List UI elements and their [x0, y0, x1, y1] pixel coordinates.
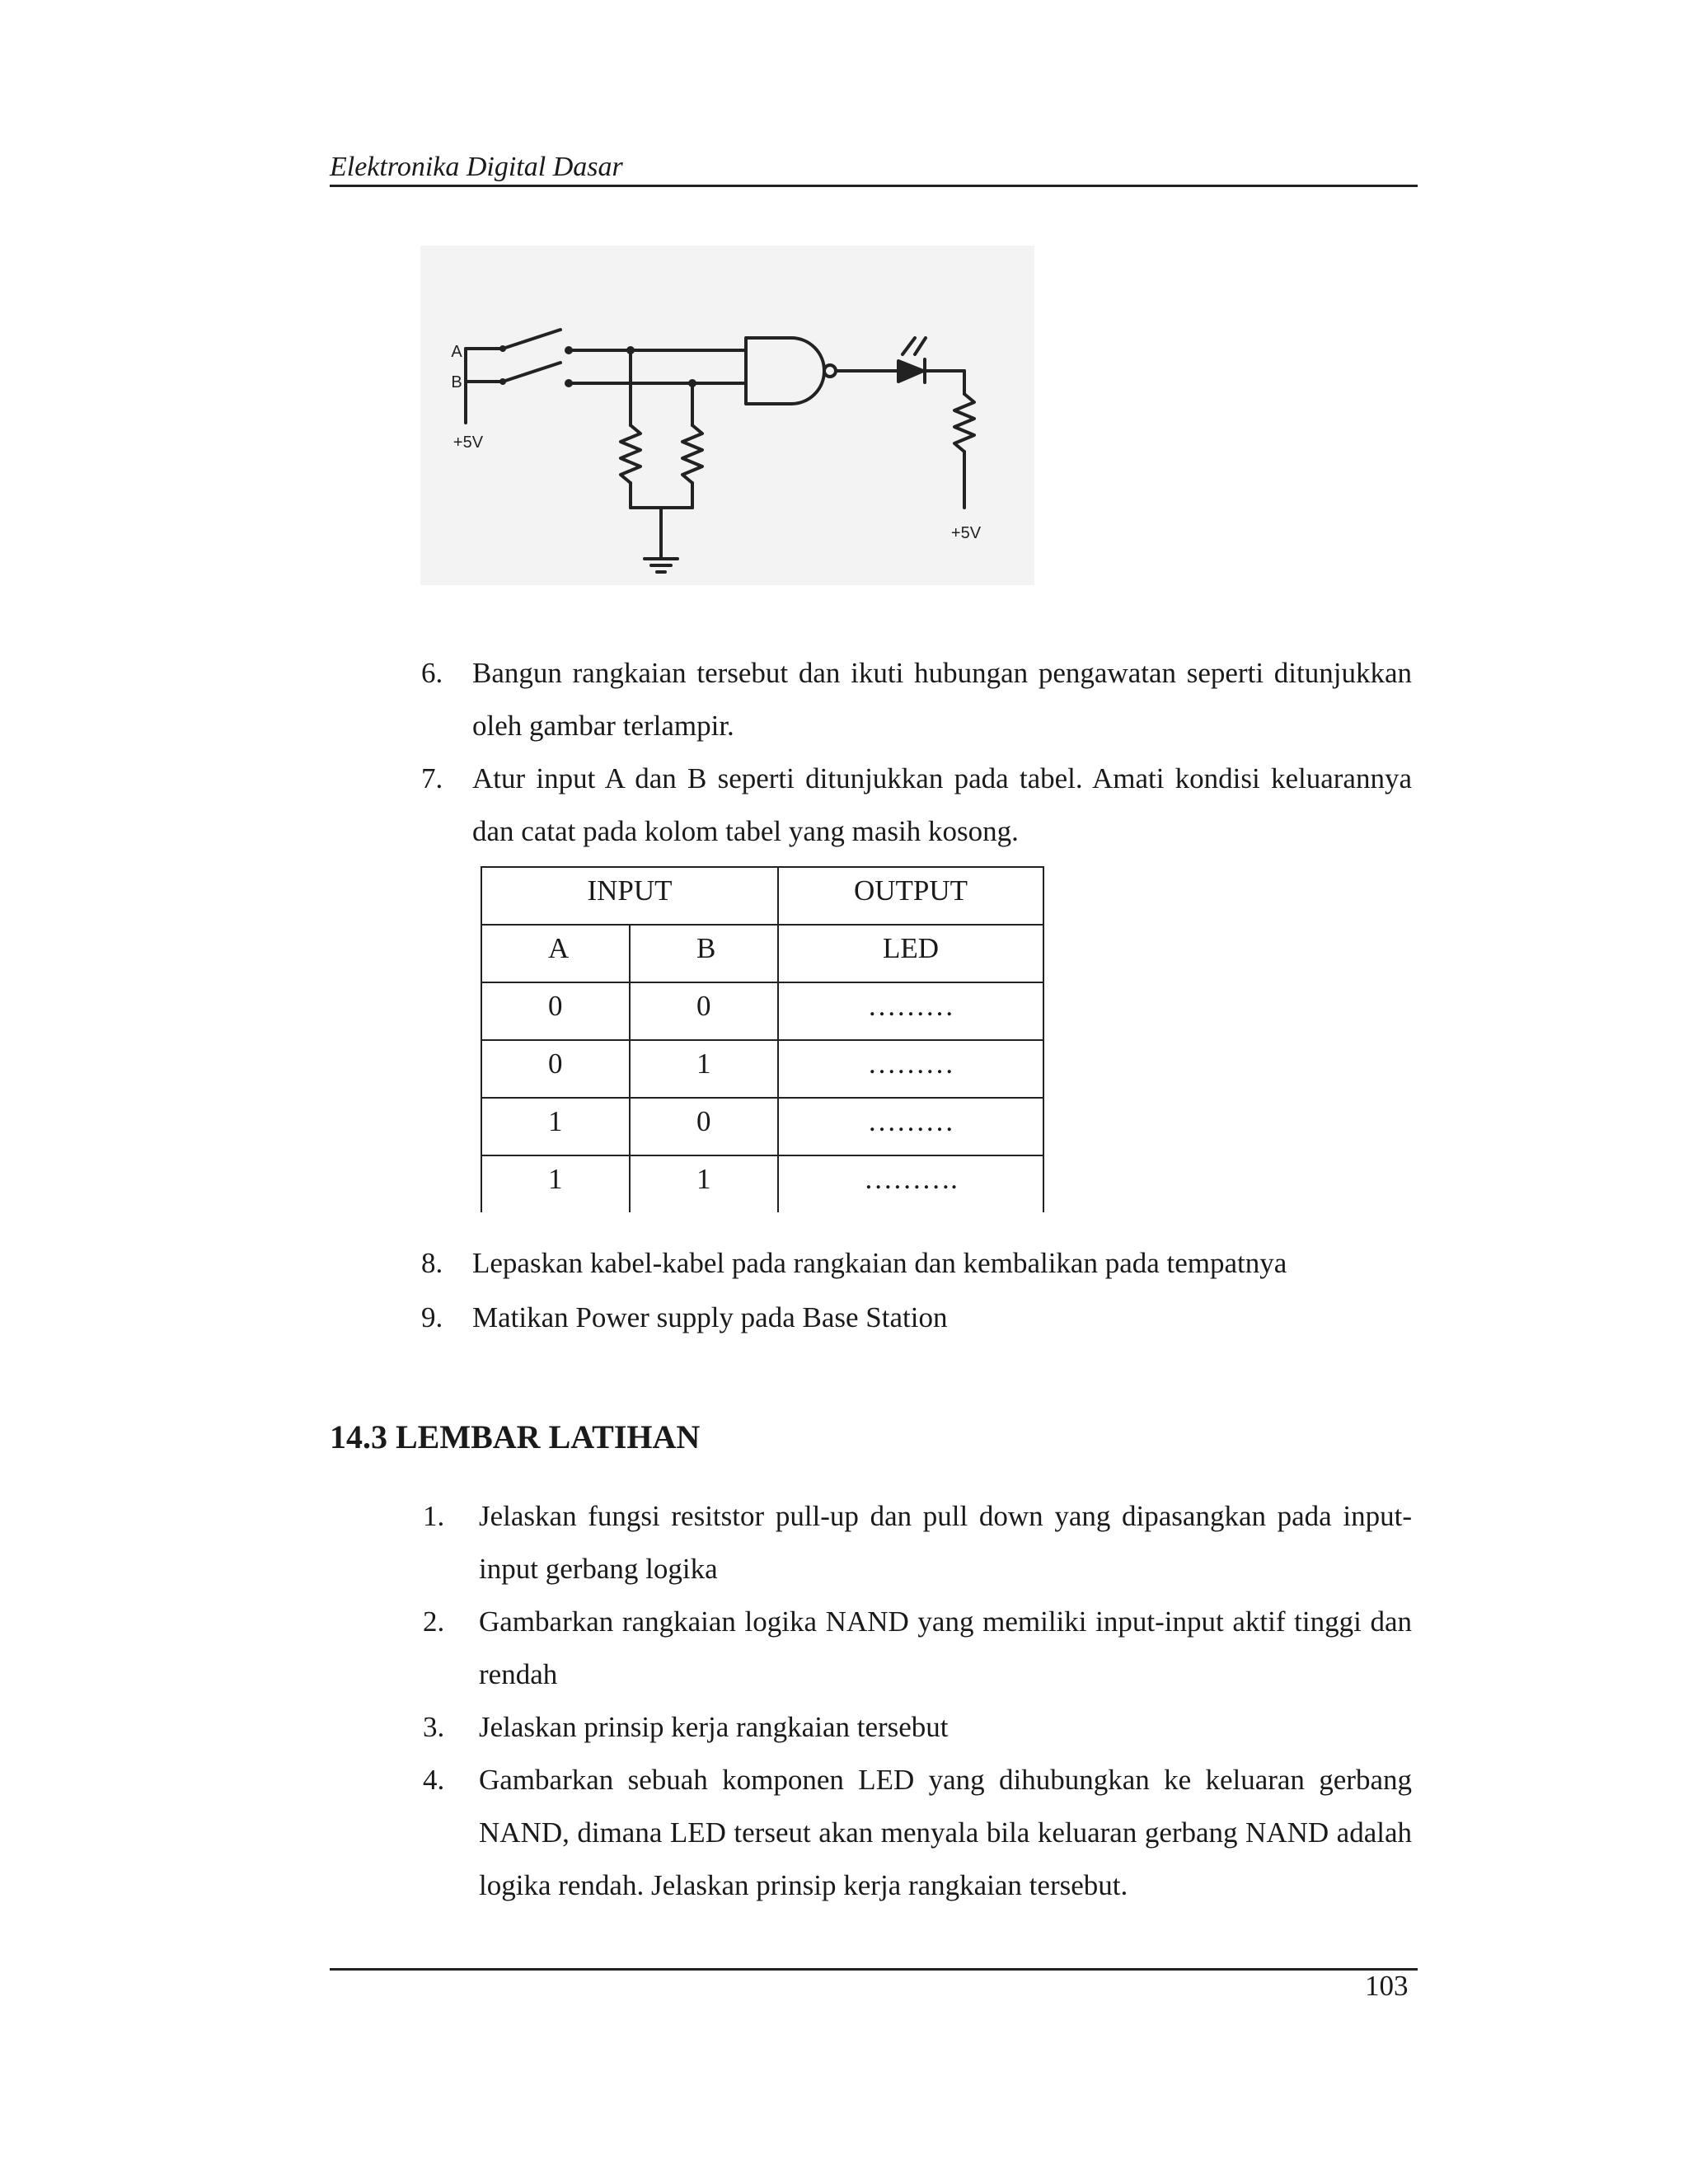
table-row: [481, 982, 1043, 1040]
page-number: 103: [1365, 1970, 1409, 2002]
step-number: 9.: [421, 1301, 443, 1333]
cell-led: ………: [778, 1040, 1043, 1098]
supply-label-right: +5V: [950, 524, 982, 542]
procedure-step: [421, 1236, 1412, 1291]
exercise-number: 3.: [423, 1711, 445, 1743]
step-text: Lepaskan kabel-kabel pada rangkaian dan kembalikan pada tempatnya: [472, 1247, 1287, 1279]
exercise-number: 2.: [423, 1605, 445, 1638]
cell-a: 1: [481, 1098, 630, 1155]
step-number: 7.: [421, 762, 443, 794]
switch-b-blade: [503, 363, 560, 382]
step-text: Atur input A dan B seperti ditunjukkan pada tabel. Amati kondisi keluarannya dan catat pada kolom tabel yang masih kosong.: [472, 762, 1412, 847]
section-heading: 14.3 LEMBAR LATIHAN: [330, 1418, 701, 1455]
exercise-text: Gambarkan sebuah komponen LED yang dihubungkan ke keluaran gerbang NAND, dimana LED terseut akan menyala bila keluaran gerbang NAND adalah logika rendah. Jelaskan prinsip kerja rangkaian tersebut.: [479, 1764, 1412, 1901]
resistor-pulldown-b: [682, 425, 702, 483]
procedure-step: [421, 647, 1412, 752]
exercise-number: 1.: [423, 1500, 445, 1532]
cell-a: 0: [481, 982, 630, 1040]
cell-a: 0: [481, 1040, 630, 1098]
cell-led: ……….: [778, 1155, 1043, 1212]
header-input: INPUT: [481, 867, 778, 925]
exercise-list: [423, 1490, 1412, 1912]
cell-b: 1: [630, 1155, 778, 1212]
circuit-svg: [420, 246, 1034, 585]
nand-gate-bubble: [824, 365, 836, 377]
running-header: Elektronika Digital Dasar: [330, 152, 623, 182]
step-number: 6.: [421, 657, 443, 689]
led-arrow-2: [915, 338, 926, 354]
table-row: [481, 1098, 1043, 1155]
step-text: Bangun rangkaian tersebut dan ikuti hubungan pengawatan seperti ditunjukkan oleh gambar terlampir.: [472, 657, 1412, 742]
header-rule: [330, 185, 1418, 187]
column-a-header: A: [481, 925, 630, 982]
table-row: [481, 1040, 1043, 1098]
junction-b: [688, 379, 696, 387]
column-b-header: B: [630, 925, 778, 982]
procedure-step: [421, 1291, 1412, 1345]
exercise-item: [423, 1490, 1412, 1596]
procedure-list-a: [421, 647, 1412, 858]
cell-b: 1: [630, 1040, 778, 1098]
led-triangle: [898, 361, 923, 382]
circuit-diagram: [420, 246, 1034, 585]
exercise-item: [423, 1754, 1412, 1912]
switch-b-label: B: [451, 373, 462, 391]
exercise-item: [423, 1701, 1412, 1754]
supply-label-left: +5V: [452, 434, 484, 452]
footer-rule: [330, 1968, 1418, 1971]
exercise-text: Jelaskan prinsip kerja rangkaian tersebut: [479, 1711, 949, 1743]
column-led-header: LED: [778, 925, 1043, 982]
header-output: OUTPUT: [778, 867, 1043, 925]
cell-led: ………: [778, 982, 1043, 1040]
switch-a-contact-left: [499, 345, 506, 352]
exercise-item: [423, 1596, 1412, 1701]
cell-b: 0: [630, 982, 778, 1040]
switch-a-label: A: [451, 343, 462, 361]
cell-b: 0: [630, 1098, 778, 1155]
exercise-text: Jelaskan fungsi resitstor pull-up dan pull down yang dipasangkan pada input-input gerbang logika: [479, 1500, 1412, 1585]
procedure-step: [421, 752, 1412, 858]
procedure-list-b: [421, 1236, 1412, 1345]
step-number: 8.: [421, 1247, 443, 1279]
cell-a: 1: [481, 1155, 630, 1212]
switch-a-blade: [503, 330, 560, 349]
switch-a-contact-right: [565, 346, 573, 354]
nand-gate-body: [746, 338, 824, 404]
exercise-text: Gambarkan rangkaian logika NAND yang memiliki input-input aktif tinggi dan rendah: [479, 1605, 1412, 1690]
junction-a: [626, 346, 635, 354]
table-row: [481, 1155, 1043, 1212]
table-subheader-row: [481, 925, 1043, 982]
step-text: Matikan Power supply pada Base Station: [472, 1301, 948, 1333]
resistor-pulldown-a: [621, 425, 640, 483]
exercise-number: 4.: [423, 1764, 445, 1796]
table-header-row: [481, 867, 1043, 925]
cell-led: ………: [778, 1098, 1043, 1155]
switch-b-contact-left: [499, 378, 506, 385]
switch-b-contact-right: [565, 379, 573, 387]
truth-table: [481, 866, 1044, 1212]
resistor-pullup-led: [954, 394, 974, 452]
led-arrow-1: [903, 338, 915, 354]
